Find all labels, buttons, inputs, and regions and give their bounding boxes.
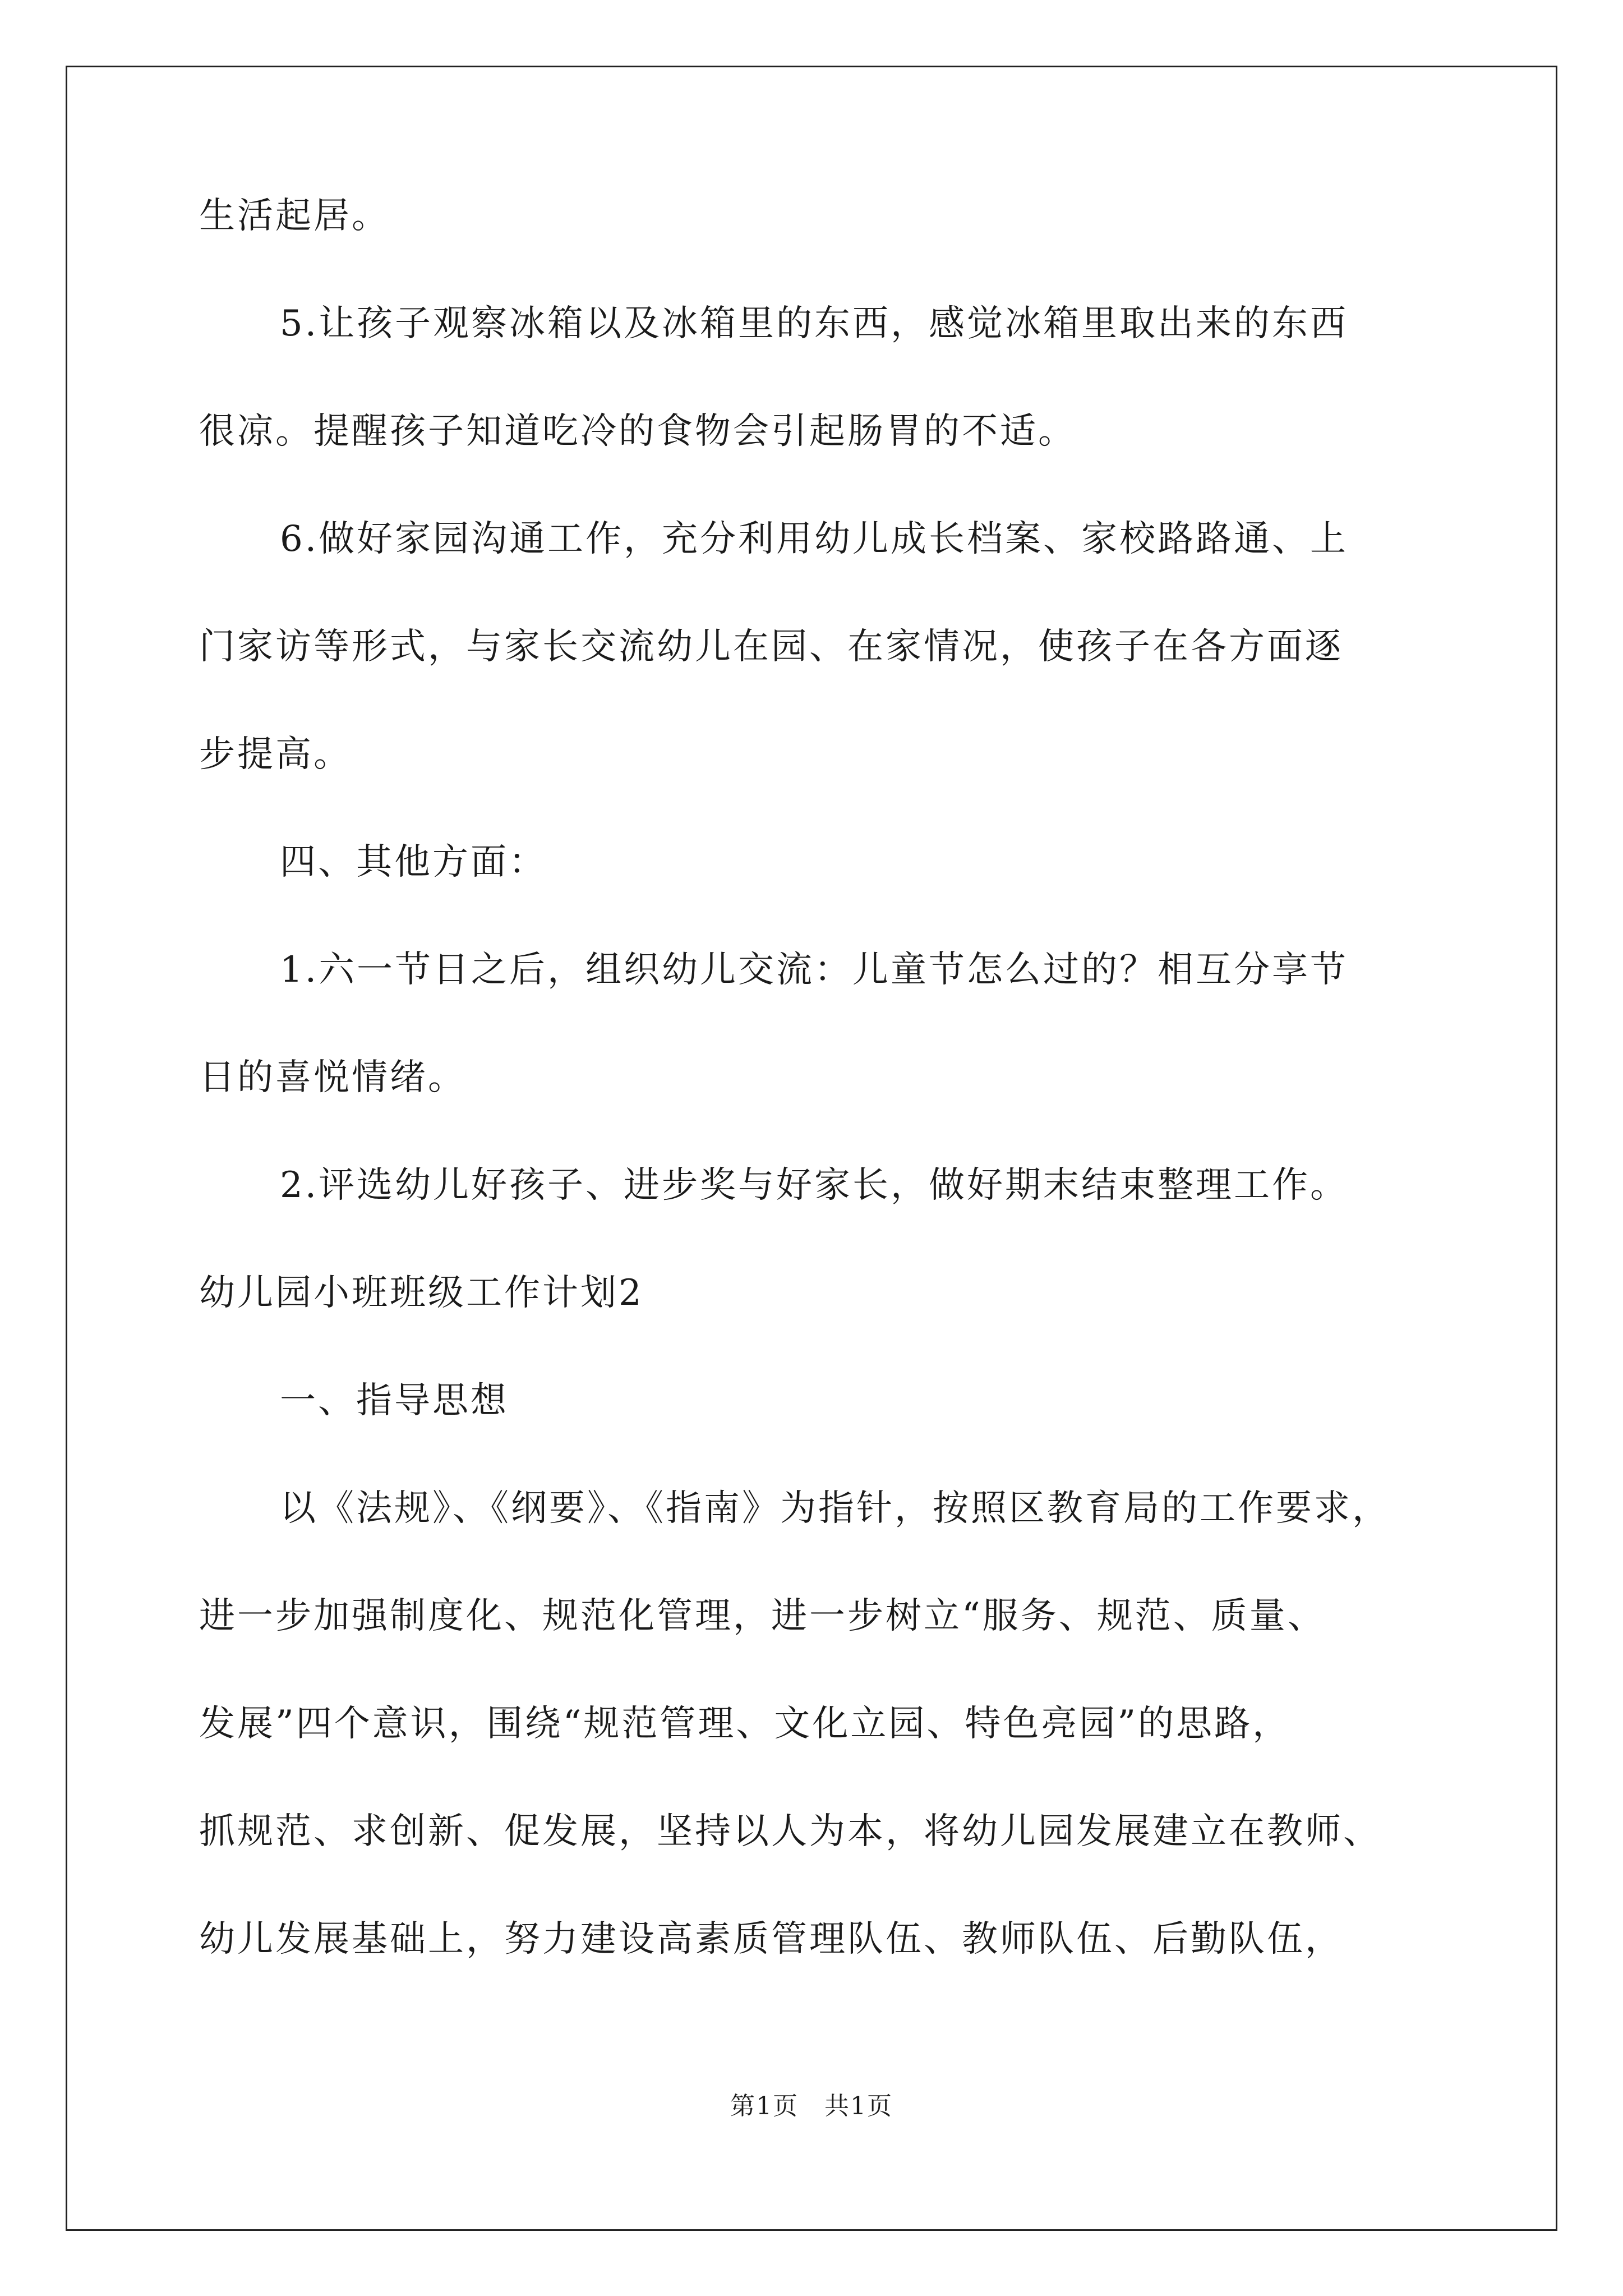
- text-line: 生活起居。: [199, 195, 390, 237]
- text-line: 抓规范、求创新、促发展，坚持以人为本，将幼儿园发展建立在教师、: [199, 1811, 1381, 1852]
- text-line: 1.六一节日之后，组织幼儿交流：儿童节怎么过的？相互分享节: [280, 949, 1349, 991]
- text-line: 6.做好家园沟通工作，充分利用幼儿成长档案、家校路路通、上: [280, 518, 1349, 560]
- text-line: 发展”四个意识，围绕“规范管理、文化立园、特色亮园”的思路，: [199, 1703, 1291, 1745]
- section-heading: 一、指导思想: [280, 1380, 509, 1421]
- text-line: 很凉。提醒孩子知道吃冷的食物会引起肠胃的不适。: [199, 411, 1076, 452]
- text-line: 门家访等形式，与家长交流幼儿在园、在家情况，使孩子在各方面逐: [199, 626, 1343, 668]
- page-border: [66, 66, 1557, 2231]
- page-number: 第1页 共1页: [730, 2092, 893, 2120]
- text-line: 5.让孩子观察冰箱以及冰箱里的东西，感觉冰箱里取出来的东西: [280, 303, 1349, 344]
- text-line: 幼儿发展基础上，努力建设高素质管理队伍、教师队伍、后勤队伍，: [199, 1918, 1343, 1960]
- text-line: 日的喜悦情绪。: [199, 1057, 466, 1098]
- text-line: 进一步加强制度化、规范化管理，进一步树立“服务、规范、质量、: [199, 1595, 1326, 1637]
- document-title: 幼儿园小班班级工作计划2: [199, 1272, 644, 1314]
- text-line: 以《法规》、《纲要》、《指南》为指针，按照区教育局的工作要求，: [280, 1488, 1390, 1529]
- text-line: 步提高。: [199, 734, 352, 775]
- section-heading: 四、其他方面：: [280, 841, 547, 883]
- text-line: 2.评选幼儿好孩子、进步奖与好家长，做好期末结束整理工作。: [280, 1165, 1349, 1206]
